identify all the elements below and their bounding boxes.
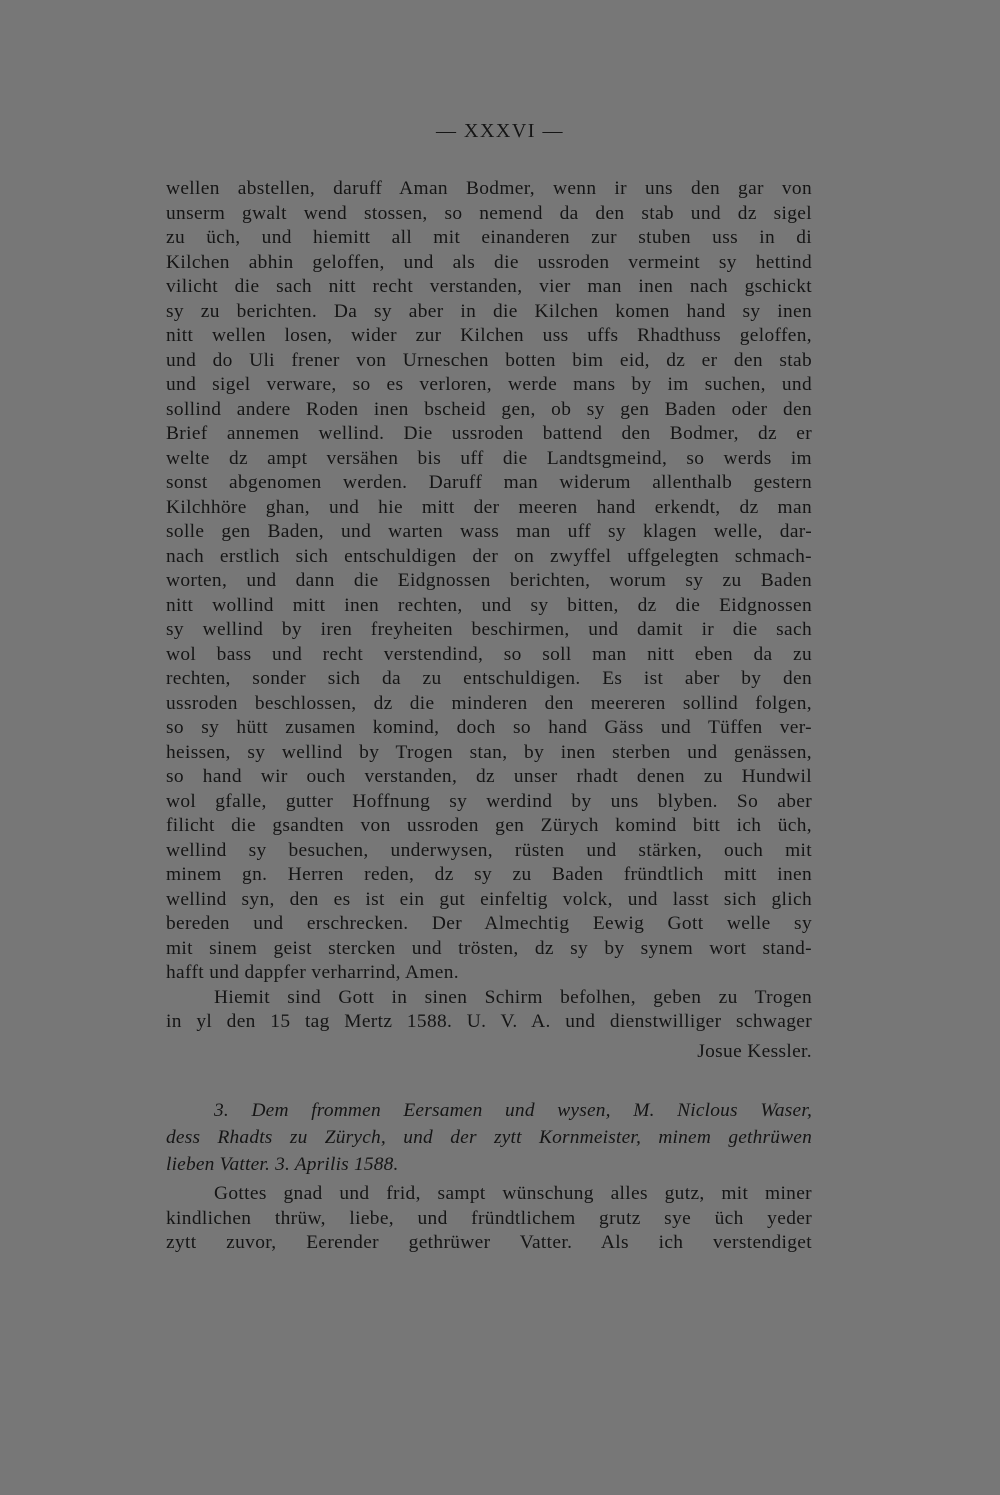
text-line: und sigel verware, so es verloren, werde mans by im suchen, und (166, 374, 812, 395)
text-line: vilicht die sach nitt recht verstanden, vier man inen nach gschickt (166, 276, 812, 297)
text-line: bereden und erschrecken. Der Almechtig Eewig Gott welle sy (166, 913, 812, 934)
text-line: Gottes gnad und frid, sampt wünschung alles gutz, mit miner (214, 1183, 812, 1204)
text-line: wol gfalle, gutter Hoffnung sy werdind by uns blyben. So aber (166, 790, 812, 812)
text-line: hafft und dappfer verharrind, Amen. (166, 962, 459, 983)
text-line: worten, und dann die Eidgnossen berichten, worum sy zu Baden (166, 570, 812, 591)
text-line: nach erstlich sich entschuldigen der on zwyffel uffgelegten schmach- (166, 545, 812, 567)
text-line: wellen abstellen, daruff Aman Bodmer, wenn ir uns den gar von (166, 178, 812, 199)
text-line: wellind syn, den es ist ein gut einfeltig volck, und lasst sich glich (166, 888, 812, 910)
text-line: wellind sy besuchen, underwysen, rüsten und stärken, ouch mit (166, 839, 812, 861)
text-line: zu üch, und hiemitt all mit einanderen zur stuben uss in di (166, 227, 812, 248)
text-line: nitt wellen losen, wider zur Kilchen uss uffs Rhadthuss geloffen, (166, 325, 812, 346)
signature: Josue Kessler. (697, 1041, 812, 1062)
letter-body (166, 177, 812, 1035)
text-line: und do Uli frener von Urneschen botten bim eid, dz er den stab (166, 349, 812, 371)
text-line: kindlichen thrüw, liebe, und fründtlichem grutz sye üch yeder (166, 1207, 812, 1229)
heading-line: 3. Dem frommen Eersamen und wysen, M. Niclous Waser, (214, 1100, 812, 1121)
text-line: sonst abgenomen werden. Daruff man widerum allenthalb gestern (166, 472, 812, 493)
text-line: Kilchen abhin geloffen, und als die ussroden vermeint sy hettind (166, 251, 812, 273)
text-line: nitt wollind mitt inen rechten, und sy bitten, dz die Eidgnossen (166, 594, 812, 616)
text-line: Brief annemen wellind. Die ussroden battend den Bodmer, dz er (166, 423, 812, 444)
text-line: sollind andere Roden inen bscheid gen, ob sy gen Baden oder den (166, 398, 812, 420)
text-line: solle gen Baden, und warten wass man uff sy klagen welle, dar- (166, 521, 812, 542)
text-line: wol bass und recht verstendind, so soll man nitt eben da zu (166, 643, 812, 665)
text-line: mit sinem geist stercken und trösten, dz sy by synem wort stand- (166, 937, 812, 959)
closing-line: Hiemit sind Gott in sinen Schirm befolhen, geben zu Trogen (214, 986, 812, 1008)
letter-body (166, 1182, 812, 1256)
text-line: Kilchhöre ghan, und hie mitt der meeren hand erkendt, dz man (166, 496, 812, 518)
heading-line: dess Rhadts zu Zürych, und der zytt Kornmeister, minem gethrüwen (166, 1127, 812, 1148)
text-line: ussroden beschlossen, dz die minderen den meereren sollind folgen, (166, 692, 812, 714)
text-line: zytt zuvor, Eerender gethrüwer Vatter. Als ich verstendiget (166, 1232, 812, 1253)
text-line: so sy hütt zusamen komind, doch so hand Gäss und Tüffen ver- (166, 717, 812, 738)
text-line: rechten, sonder sich da zu entschuldigen. Es ist aber by den (166, 668, 812, 689)
text-line: filicht die gsandten von ussroden gen Zürych komind bitt ich üch, (166, 815, 812, 836)
text-line: heissen, sy wellind by Trogen stan, by inen sterben und genässen, (166, 741, 812, 763)
text-line: welte dz ampt versähen bis uff die Landtsgmeind, so werds im (166, 447, 812, 469)
text-line: sy zu berichten. Da sy aber in die Kilchen komen hand sy inen (166, 300, 812, 322)
text-line: minem gn. Herren reden, dz sy zu Baden fründtlich mitt inen (166, 864, 812, 885)
closing-line: in yl den 15 tag Mertz 1588. U. V. A. und dienstwilliger schwager (166, 1011, 812, 1032)
text-line: sy wellind by iren freyheiten beschirmen, und damit ir die sach (166, 619, 812, 640)
heading-line: lieben Vatter. 3. Aprilis 1588. (166, 1154, 399, 1175)
page-number: — XXXVI — (436, 120, 564, 142)
text-line: so hand wir ouch verstanden, dz unser rhadt denen zu Hundwil (166, 766, 812, 787)
letter-heading (166, 1097, 812, 1178)
text-line: unserm gwalt wend stossen, so nemend da den stab und dz sigel (166, 202, 812, 224)
